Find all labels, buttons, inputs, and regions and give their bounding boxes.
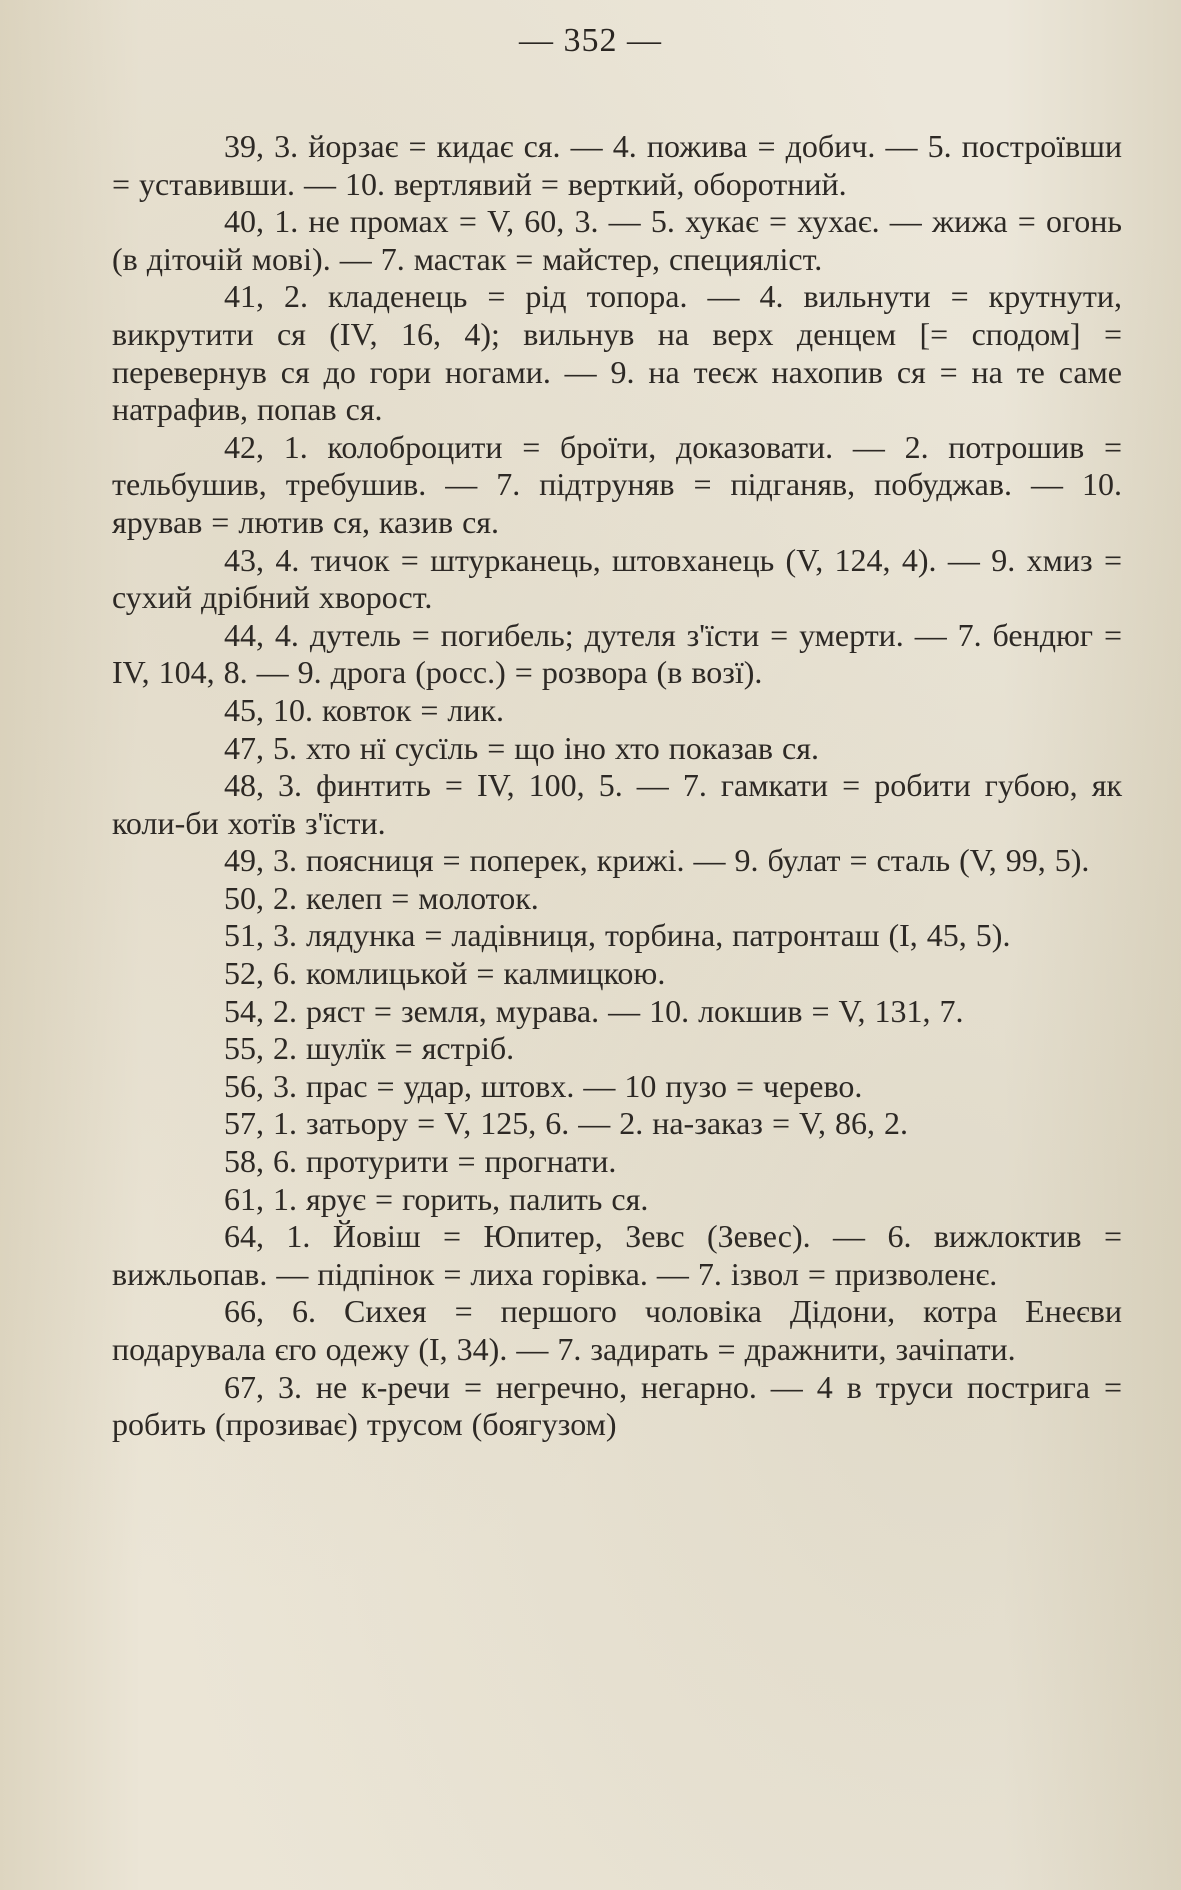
page-number: — 352 — [519, 22, 662, 59]
glossary-entry: 45, 10. ковток = лик. [224, 691, 505, 728]
glossary-entry: 52, 6. комлицькой = калмицкою. [224, 955, 666, 992]
glossary-entry: 50, 2. келеп = молоток. [224, 879, 539, 916]
glossary-entry: 67, 3. не к-речи = негречно, негарно. — 4 в труси пострига = робить (прозиває) трусом (боягузом) [112, 1368, 1122, 1443]
glossary-entry: 48, 3. финтить = IV, 100, 5. — 7. гамкати = робити губою, як коли-би хотїв з'їсти. [112, 767, 1122, 841]
glossary-entry: 49, 3. поясниця = поперек, крижі. — 9. булат = сталь (V, 99, 5). [224, 842, 1090, 879]
glossary-entry: 55, 2. шулїк = ястріб. [224, 1030, 515, 1067]
glossary-entry: 39, 3. йорзає = кидає ся. — 4. пожива = добич. — 5. построївши = уставивши. — 10. вертлявий = верткий, оборотний. [112, 128, 1122, 202]
glossary-entry: 40, 1. не промах = V, 60, 3. — 5. хукає = хухає. — жижа = огонь (в діточій мові). — 7. мастак = майстер, специяліст. [112, 203, 1122, 277]
glossary-entry: 41, 2. кладенець = рід топора. — 4. вильнути = крутнути, викрутити ся (IV, 16, 4); вильнув на верх денцем [= сподом] = перевернув ся до гори ногами. — 9. на теєж нахопив ся = на те саме натрафив, попав ся. [112, 278, 1122, 428]
glossary-entry: 51, 3. лядунка = ладівниця, торбина, патронташ (I, 45, 5). [224, 917, 1011, 954]
glossary-entry: 57, 1. затьору = V, 125, 6. — 2. на-заказ = V, 86, 2. [224, 1105, 908, 1142]
glossary-entry: 47, 5. хто нї сусїль = що іно хто показав ся. [224, 729, 819, 766]
glossary-text [112, 128, 1122, 1444]
glossary-entry: 58, 6. протурити = прогнати. [224, 1143, 617, 1180]
glossary-entry: 43, 4. тичок = штурканець, штовханець (V, 124, 4). — 9. хмиз = сухий дрібний хворост. [112, 541, 1122, 616]
glossary-entry: 64, 1. Йовіш = Юпитер, Зевс (Зевес). — 6. вижлоктив = вижльопав. — підпінок = лиха горівка. — 7. ізвол = призволенє. [112, 1218, 1122, 1292]
glossary-entry: 42, 1. колоброцити = броїти, доказовати. — 2. потрошив = тельбушив, требушив. — 7. підтруняв = підганяв, побуджав. — 10. ярував = лютив ся, казив ся. [112, 428, 1122, 540]
glossary-entry: 54, 2. ряст = земля, мурава. — 10. локшив = V, 131, 7. [224, 992, 964, 1029]
glossary-entry: 61, 1. ярує = горить, палить ся. [224, 1180, 649, 1217]
glossary-entry: 66, 6. Сихея = першого чоловіка Дідони, котра Енеєви подарувала єго одежу (I, 34). — 7. задирать = дражнити, зачіпати. [112, 1293, 1122, 1367]
glossary-entry: 56, 3. прас = удар, штовх. — 10 пузо = черево. [224, 1067, 863, 1104]
glossary-entry: 44, 4. дутель = погибель; дутеля з'їсти = умерти. — 7. бендюг = IV, 104, 8. — 9. дрога (росс.) = розвора (в возї). [112, 616, 1122, 691]
